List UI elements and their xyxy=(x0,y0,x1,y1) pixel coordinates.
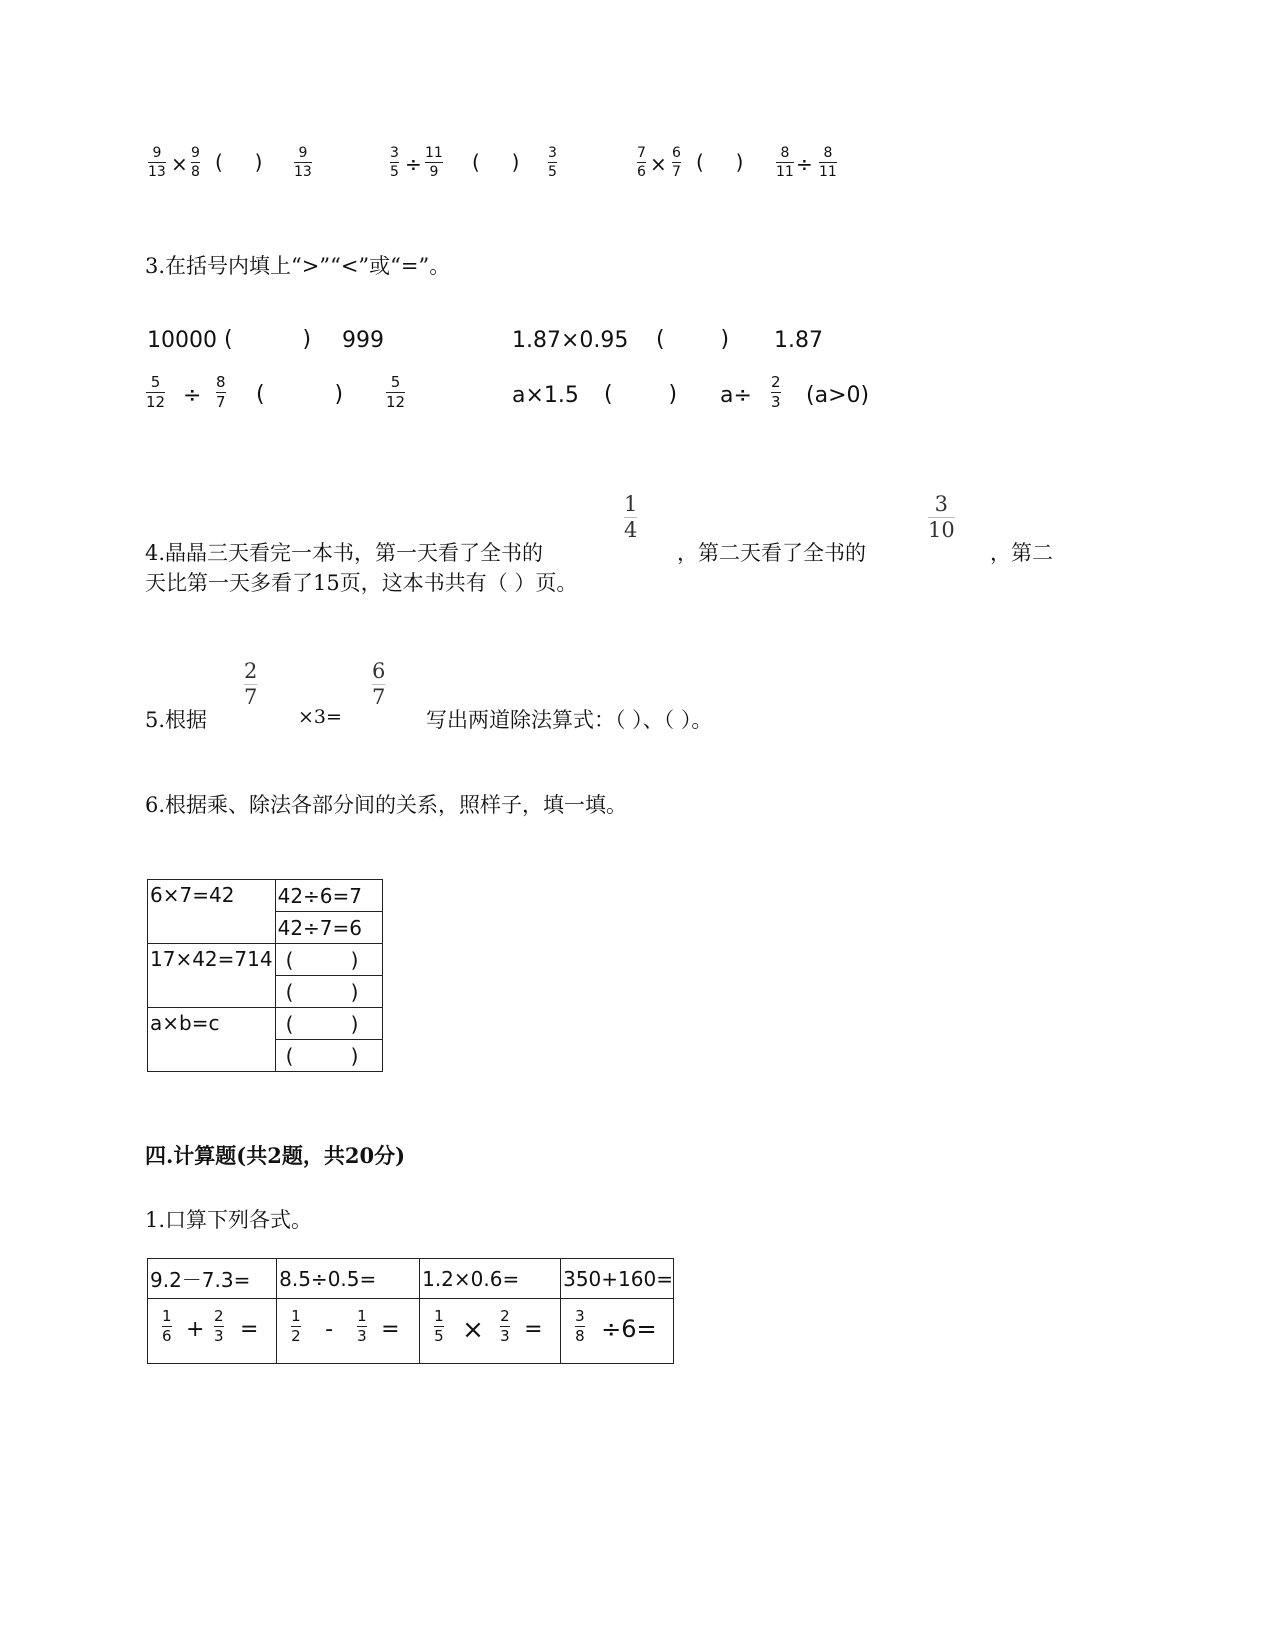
fraction: 1 4 xyxy=(624,492,638,542)
table-row xyxy=(148,944,383,976)
answer-cell[interactable]: ( ) xyxy=(275,1008,382,1040)
divide-operator: ÷ xyxy=(796,152,813,176)
fraction: 8 7 xyxy=(216,373,226,411)
q4-text-part2: ，第二天看了全书的 xyxy=(677,541,866,565)
table-cell xyxy=(277,1299,420,1364)
table-cell: a×b=c xyxy=(148,1008,276,1072)
plus-operator: + xyxy=(186,1317,205,1342)
section4-q1-title: 1.口算下列各式。 xyxy=(145,1208,313,1232)
equals-sign: = xyxy=(240,1317,259,1342)
fraction: 1 3 xyxy=(357,1307,367,1345)
fraction: 3 8 xyxy=(575,1307,585,1345)
fraction: 1 6 xyxy=(162,1307,172,1345)
fraction: 3 5 xyxy=(548,145,557,180)
equals-sign: = xyxy=(381,1317,400,1342)
fraction: 8 11 xyxy=(819,145,837,180)
table-row xyxy=(148,1259,674,1299)
table-row xyxy=(148,1299,674,1364)
question-3-title: 3.在括号内填上“>”“<”或“=”。 xyxy=(145,254,451,278)
fraction: 7 6 xyxy=(637,145,646,180)
q3-r2b-mid: a÷ xyxy=(720,383,752,408)
q4-text-part1: 4.晶晶三天看完一本书，第一天看了全书的 xyxy=(145,541,544,565)
times-operator: × xyxy=(171,152,188,176)
table-cell: 42÷7=6 xyxy=(275,912,382,944)
table-cell: 6×7=42 xyxy=(148,880,276,944)
answer-paren[interactable]: ( ) xyxy=(696,150,744,174)
times-operator: × xyxy=(462,1315,484,1345)
fraction: 5 12 xyxy=(146,373,166,411)
q3-r1b-right: 1.87 xyxy=(774,328,823,353)
table-cell: 42÷6=7 xyxy=(275,880,382,912)
question-6-title: 6.根据乘、除法各部分间的关系，照样子，填一填。 xyxy=(145,793,628,817)
table-row xyxy=(148,880,383,912)
section-heading: 四.计算题(共2题，共20分) xyxy=(145,1143,406,1168)
table-row xyxy=(148,1008,383,1040)
q3-r1a-right: 999 xyxy=(342,328,384,353)
answer-cell[interactable]: ( ) xyxy=(275,976,382,1008)
answer-paren[interactable]: ( ) xyxy=(656,327,730,352)
q5-prefix: 5.根据 xyxy=(145,708,208,732)
table-cell: 1.2×0.6= xyxy=(420,1259,561,1299)
answer-cell[interactable]: ( ) xyxy=(275,1040,382,1072)
times-operator: × xyxy=(650,152,667,176)
divide-operator: ÷ xyxy=(405,152,422,176)
q3-r1a-left: 10000 xyxy=(147,328,217,353)
table-cell xyxy=(148,1299,277,1364)
answer-paren[interactable]: ( ) xyxy=(256,382,344,407)
table-cell xyxy=(561,1299,674,1364)
fraction: 8 11 xyxy=(776,145,794,180)
equals-sign: = xyxy=(524,1317,543,1342)
fraction: 6 7 xyxy=(372,659,386,709)
table-cell xyxy=(420,1299,561,1364)
answer-paren[interactable]: ( ) xyxy=(224,327,312,352)
fraction: 11 9 xyxy=(425,145,443,180)
relation-table xyxy=(147,879,383,1072)
table-cell: 8.5÷0.5= xyxy=(277,1259,420,1299)
fraction: 9 13 xyxy=(294,145,312,180)
fraction: 9 13 xyxy=(148,145,166,180)
q4-text-part3: ，第二 xyxy=(990,541,1053,565)
fraction: 3 10 xyxy=(928,492,955,542)
fraction: 1 2 xyxy=(291,1307,301,1345)
table-cell: 17×42=714 xyxy=(148,944,276,1008)
fraction: 2 3 xyxy=(500,1307,510,1345)
answer-cell[interactable]: ( ) xyxy=(275,944,382,976)
q5-suffix: 写出两道除法算式：（ ）、（ ）。 xyxy=(426,708,713,732)
fraction: 1 5 xyxy=(434,1307,444,1345)
fraction: 2 7 xyxy=(244,659,258,709)
answer-paren[interactable]: ( ) xyxy=(215,150,263,174)
minus-operator: - xyxy=(325,1317,334,1342)
answer-paren[interactable]: ( ) xyxy=(472,150,520,174)
divide-operator: ÷ xyxy=(183,383,202,408)
q3-r2b-left: a×1.5 xyxy=(512,383,579,408)
fraction: 2 3 xyxy=(214,1307,224,1345)
table-cell: 350+160= xyxy=(561,1259,674,1299)
fraction: 6 7 xyxy=(672,145,681,180)
fraction: 2 3 xyxy=(771,373,781,411)
table-cell: 9.2－7.3= xyxy=(148,1259,277,1299)
answer-paren[interactable]: ( ) xyxy=(604,382,678,407)
divide-expression: ÷6= xyxy=(601,1315,657,1343)
q3-condition: (a>0) xyxy=(806,383,870,408)
q4-text-line2: 天比第一天多看了15页，这本书共有（ ）页。 xyxy=(145,571,578,595)
q3-r1b-left: 1.87×0.95 xyxy=(512,328,629,353)
mental-math-table xyxy=(147,1258,674,1364)
fraction: 9 8 xyxy=(191,145,200,180)
fraction: 3 5 xyxy=(390,145,399,180)
fraction: 5 12 xyxy=(386,373,406,411)
q5-mid: ×3= xyxy=(298,706,342,728)
